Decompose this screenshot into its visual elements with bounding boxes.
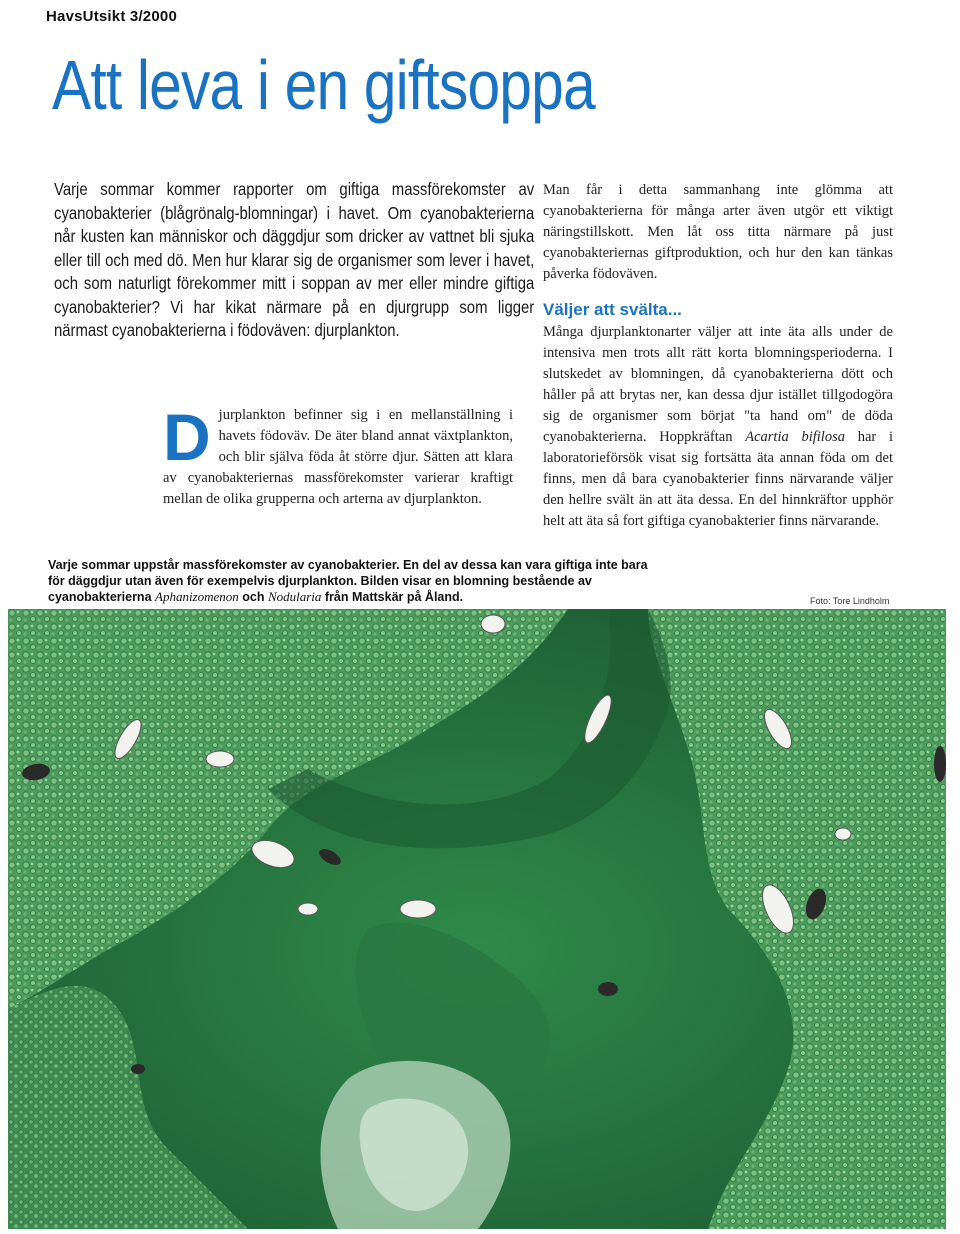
right-paragraph-2: Många djurplanktonarter väljer att inte äta alls under de intensiva men trots allt rätt korta blomningsperioderna. I slutskedet av blomningen, då cyanobakterierna dött och håller på att brytas ner, kan dessa djur istället tillgodogöra sig de organismer som börjat "ta hand om" de döda cyanobakterierna. Hoppkräftan Acartia bifilosa har i laboratorieförsök visat sig fortsätta äta annan föda om det finns, men då bara cyanobakterier finns närvarande väljer den hellre svält än att äta dessa. En del hinnkräftor upphör helt att äta så fort giftiga cyanobakterier finns närvarande. — [543, 324, 894, 529]
photo-caption: Varje sommar uppstår massförekomster av cyanobakterier. En del av dessa kan vara giftiga inte bara för däggdjur utan även för exempelvis djurplankton. Bilden visar en blomning bestående av cyanobakterierna Aphanizomenon och Nodularia från Mattskär på Åland. — [48, 558, 648, 604]
issue-header: HavsUtsikt 3/2000 — [46, 8, 177, 25]
photo-credit: Foto: Tore Lindholm — [810, 596, 890, 606]
article-title: Att leva i en giftsoppa — [52, 46, 595, 124]
body-right-column — [543, 180, 893, 532]
body-left-text: jurplankton befinner sig i en mellanställning i havets födoväv. De äter bland annat växtplankton, och blir själva föda åt större djur. Sätten att klara av cyanobakteriernas massförekomster varierar kraftigt mellan de olika grupperna och arterna av djurplankton. — [163, 407, 513, 507]
intro-paragraph: Varje sommar kommer rapporter om giftiga massförekomster av cyanobakterier (blågrönalg-blomningar) i havet. Om cyanobakterierna når kusten kan människor och däggdjur som dricker av vattnet bli sjuka eller till och med dö. Men hur klarar sig de organismer som lever i havet, och som naturligt förekommer mitt i soppan av mer eller mindre giftiga cyanobakterier? Vi har kikat närmare på en djurgrupp som ligger närmast cyanobakterierna i födoväven: djurplankton. — [54, 179, 535, 340]
species-aphanizomenon: Aphanizomenon — [155, 589, 239, 604]
right-paragraph-1: Man får i detta sammanhang inte glömma att cyanobakterierna för många arter även utgör ett viktigt näringstillskott. Men låt oss titta närmare på just cyanobakteriernas giftproduktion, och hur den kan tänkas påverka födoväven. — [543, 182, 893, 282]
subheading: Väljer att svälta... — [543, 300, 682, 319]
cyanobacteria-bloom-photo — [8, 609, 946, 1229]
drop-cap: D — [163, 400, 211, 474]
body-left-column — [163, 400, 513, 510]
species-nodularia: Nodularia — [267, 589, 322, 604]
species-name: Acartia bifilosa — [745, 429, 845, 445]
